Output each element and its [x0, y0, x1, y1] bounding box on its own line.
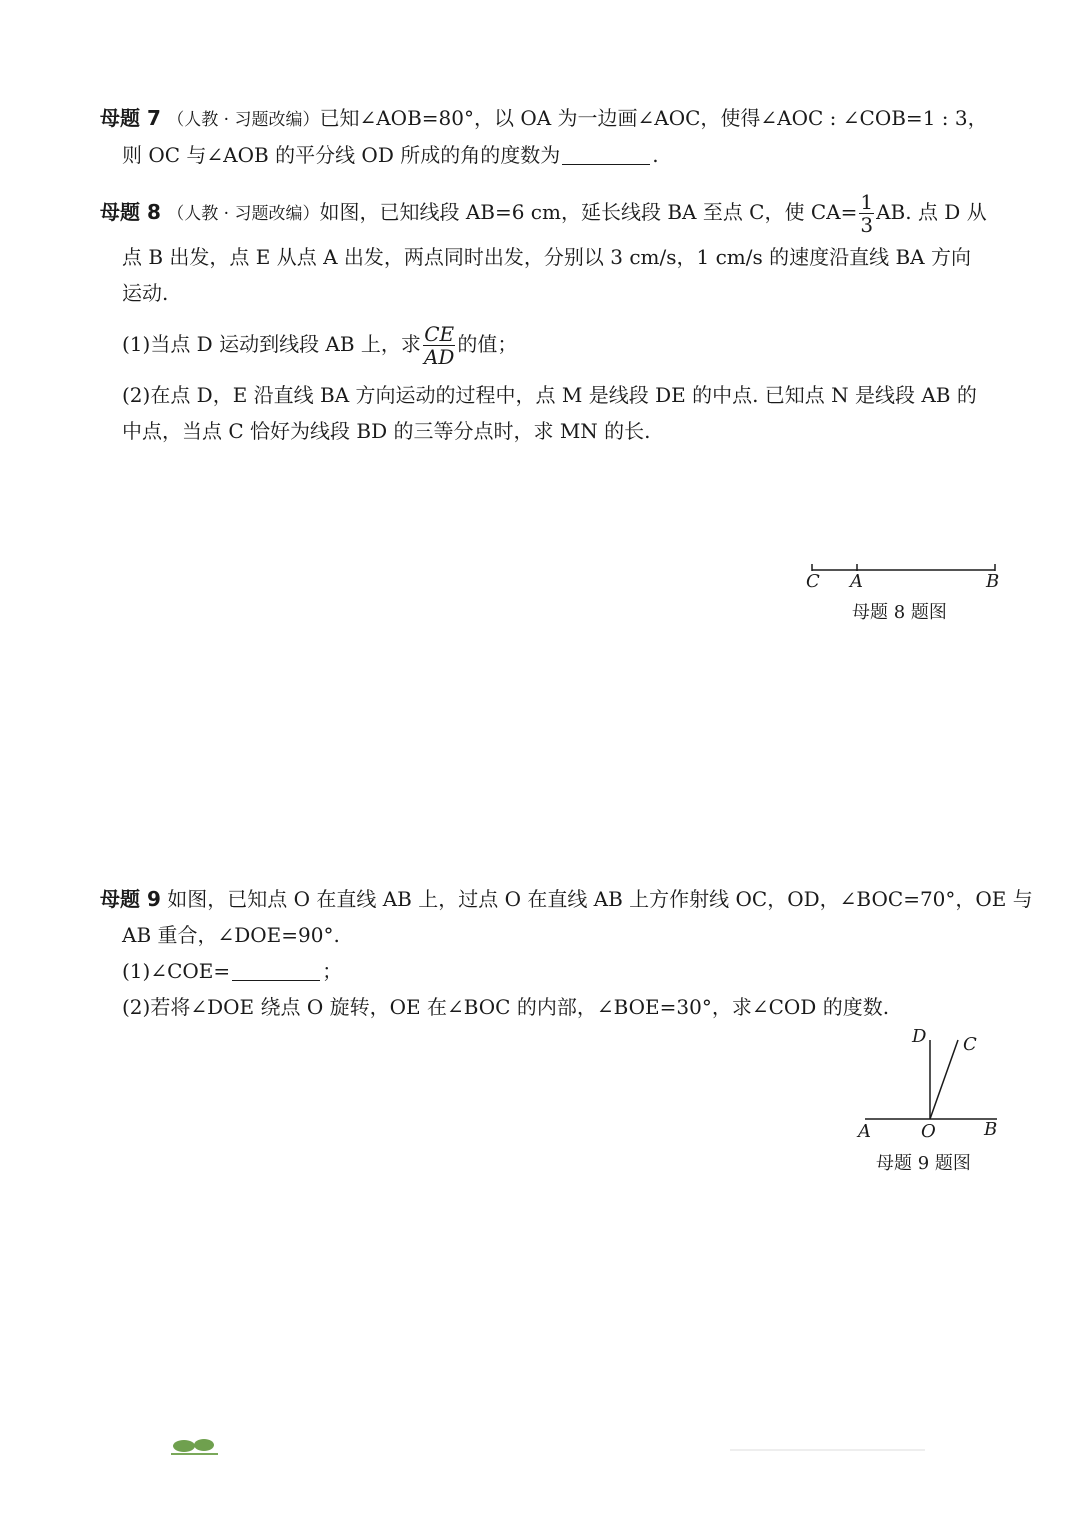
problem-7-text-1: 已知∠AOB=80°，以 OA 为一边画∠AOC，使得∠AOC : ∠COB=1 : 3， — [319, 106, 988, 130]
problem-7-tag: 母题 7 — [100, 106, 161, 130]
problem-8-source: （人教 · 习题改编） — [167, 204, 320, 224]
problem-8-question-2-line-1 — [122, 381, 977, 409]
problem-8-tag: 母题 8 — [100, 200, 161, 224]
fraction-ce-over-ad — [423, 323, 455, 368]
question-1-text-b: 的值； — [457, 332, 518, 356]
question-1-text: (1)∠COE= — [122, 959, 231, 983]
question-2-text: (2)若将∠DOE 绕点 O 旋转，OE 在∠BOC 的内部，∠BOE=30°，求∠COD 的度数. — [122, 995, 890, 1019]
problem-9-tag: 母题 9 — [100, 887, 161, 911]
figure-8-segment — [800, 555, 1010, 595]
question-2-text-2: 中点，当点 C 恰好为线段 BD 的三等分点时，求 MN 的长. — [122, 419, 651, 443]
problem-7-source: （人教 · 习题改编） — [167, 110, 320, 130]
footer-rule — [730, 1448, 930, 1452]
problem-7-line-2 — [122, 141, 659, 169]
problem-8-line-1 — [100, 190, 987, 236]
figure-9-label-b: B — [984, 1119, 998, 1140]
problem-9-line-2 — [122, 921, 340, 949]
problem-9-text-2: AB 重合，∠DOE=90°. — [122, 923, 340, 947]
figure-9-label-o: O — [921, 1121, 936, 1142]
fraction-denominator: AD — [423, 345, 455, 369]
problem-8-line-3 — [122, 279, 168, 307]
ray-oc — [930, 1040, 958, 1119]
figure-9-label-c: C — [963, 1034, 977, 1055]
problem-8-text-1b: AB. 点 D 从 — [876, 200, 987, 224]
figure-9-angles — [860, 1030, 1000, 1130]
fraction-one-third — [859, 191, 874, 236]
problem-8-line-2 — [122, 243, 971, 271]
problem-8-question-1 — [122, 322, 517, 368]
question-1-end: ； — [322, 959, 343, 983]
answer-blank[interactable] — [562, 144, 650, 165]
question-1-text-a: (1)当点 D 运动到线段 AB 上，求 — [122, 332, 421, 356]
problem-8-question-2-line-2 — [122, 417, 651, 445]
problem-8-text-3: 运动. — [122, 281, 169, 305]
fraction-numerator: 1 — [860, 190, 874, 214]
problem-7-line-1 — [100, 104, 988, 134]
fraction-numerator: CE — [424, 322, 455, 346]
figure-9-label-a: A — [858, 1121, 871, 1142]
fraction-denominator: 3 — [860, 213, 874, 237]
problem-9-question-2 — [122, 993, 889, 1021]
sprout-icon — [168, 1436, 223, 1458]
question-2-text-1: (2)在点 D，E 沿直线 BA 方向运动的过程中，点 M 是线段 DE 的中点. 已知点 N 是线段 AB 的 — [122, 383, 977, 407]
answer-blank[interactable] — [232, 960, 320, 981]
problem-8-text-2: 点 B 出发，点 E 从点 A 出发，两点同时出发，分别以 3 cm/s，1 cm/s 的速度沿直线 BA 方向 — [122, 245, 971, 269]
figure-8-caption: 母题 8 题图 — [852, 602, 947, 623]
figure-9-label-d: D — [912, 1026, 927, 1047]
problem-7-text-2: 则 OC 与∠AOB 的平分线 OD 所成的角的度数为 — [122, 143, 561, 167]
problem-9-question-1 — [122, 957, 342, 985]
figure-8-label-c: C — [806, 571, 820, 592]
figure-8-label-a: A — [850, 571, 863, 592]
problem-9-line-1 — [100, 885, 1033, 913]
problem-9-text-1: 如图，已知点 O 在直线 AB 上，过点 O 在直线 AB 上方作射线 OC，OD，∠BOC=70°，OE 与 — [167, 887, 1033, 911]
figure-9-caption: 母题 9 题图 — [876, 1153, 971, 1174]
problem-7-period: . — [652, 143, 659, 167]
problem-8-text-1a: 如图，已知线段 AB=6 cm，延长线段 BA 至点 C，使 CA= — [319, 200, 858, 224]
figure-8-label-b: B — [986, 571, 1000, 592]
